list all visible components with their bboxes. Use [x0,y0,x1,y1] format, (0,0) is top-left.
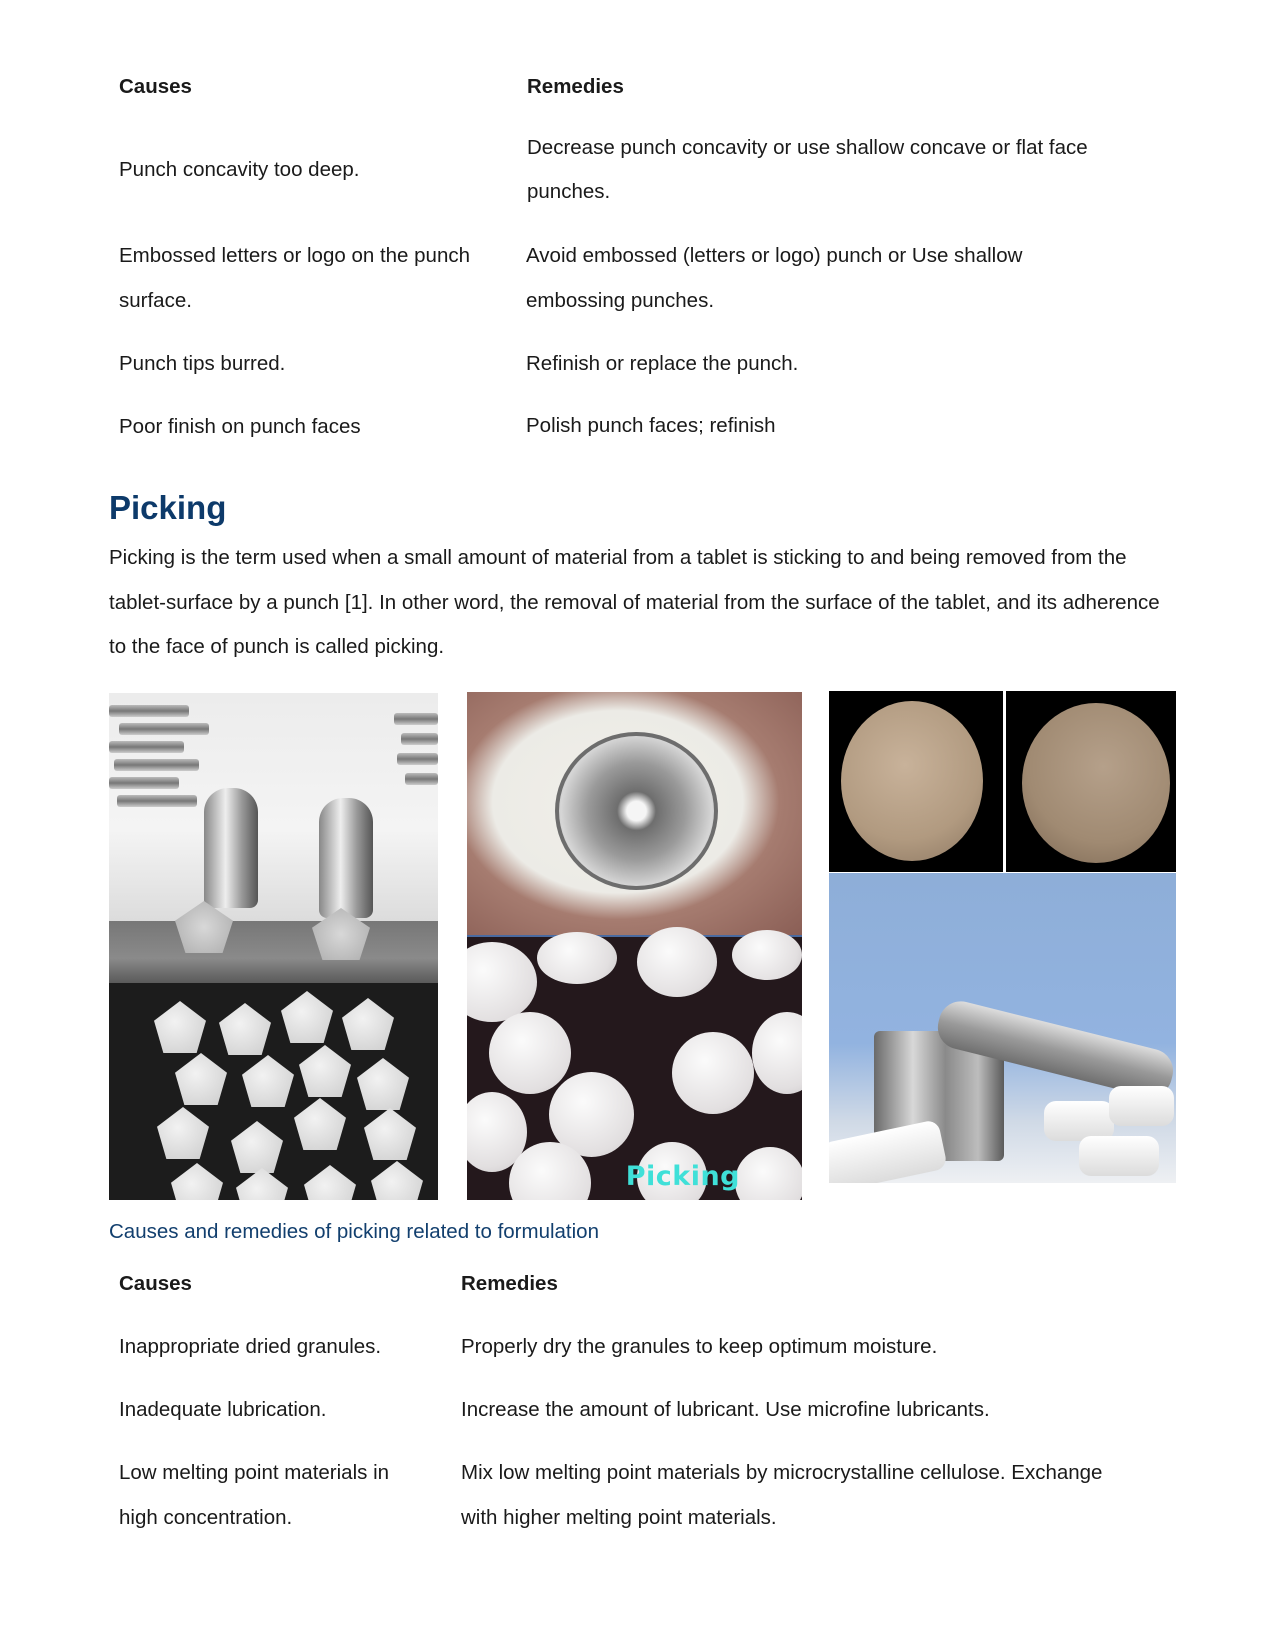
punch-pentagon-tablets-photo [109,693,438,1200]
cause-cell: Embossed letters or logo on the punch [119,244,470,267]
cause-cell: surface. [119,289,192,312]
remedy-cell: embossing punches. [526,289,715,312]
punch-cup-round-tablets-photo [467,692,802,1200]
cause-cell: Low melting point materials in [119,1461,390,1484]
punch-cup [555,732,718,890]
cause-cell: Punch tips burred. [119,352,286,375]
remedy-cell: Refinish or replace the punch. [526,352,799,375]
remedy-cell: Increase the amount of lubricant. Use microfine lubricants. [461,1398,990,1421]
section-heading: Picking [109,489,227,526]
table2-header-remedies: Remedies [461,1272,558,1295]
table2-header-causes: Causes [119,1272,192,1295]
remedy-cell: Decrease punch concavity or use shallow concave or flat face [527,136,1088,159]
table1-header-causes: Causes [119,75,192,98]
table1-header-remedies: Remedies [527,75,624,98]
section-paragraph: Picking is the term used when a small amount of material from a tablet is sticking to and being removed from the tablet-surface by a punch [1]. In other word, the removal of material from the surface of the tablet, and its adherence to the face of punch is called picking. [109,546,1160,658]
remedy-cell: Polish punch faces; refinish [526,414,776,437]
cause-cell: Poor finish on punch faces [119,415,361,438]
cause-cell: Punch concavity too deep. [119,158,360,181]
cause-cell: high concentration. [119,1506,293,1529]
picking-overlay-label: Picking [625,1161,740,1192]
cause-cell: Inappropriate dried granules. [119,1335,382,1358]
remedy-cell: with higher melting point materials. [461,1506,777,1529]
remedy-cell: Properly dry the granules to keep optimum moisture. [461,1335,938,1358]
remedy-cell: punches. [527,180,611,203]
remedy-cell: Mix low melting point materials by microcrystalline cellulose. Exchange [461,1461,1103,1484]
remedy-cell: Avoid embossed (letters or logo) punch or Use shallow [526,244,1023,267]
figure-caption: Causes and remedies of picking related to formulation [109,1220,599,1243]
tablet-faces-punch-die-photo [829,691,1176,1183]
cause-cell: Inadequate lubrication. [119,1398,327,1421]
